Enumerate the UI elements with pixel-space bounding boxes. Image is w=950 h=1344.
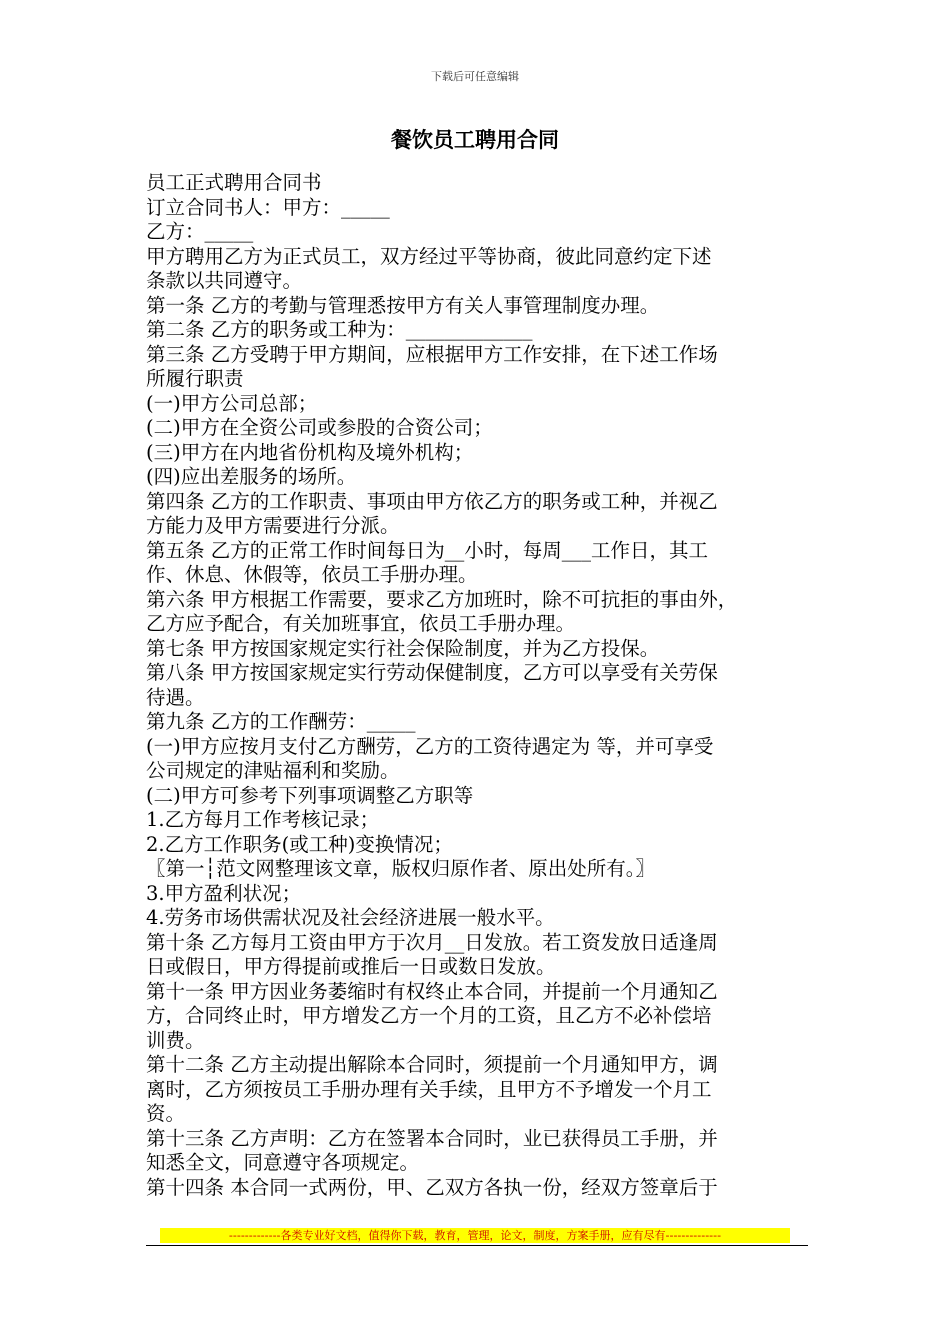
text-line: 日或假日，甲方得提前或推后一日或数日发放。 bbox=[146, 955, 556, 978]
text-line: (一)甲方应按月支付乙方酬劳，乙方的工资待遇定为 等，并可享受 bbox=[146, 734, 714, 758]
text-line: 第六条 甲方根据工作需要，要求乙方加班时，除不可抗拒的事由外， bbox=[146, 587, 738, 611]
text-line: 第十二条 乙方主动提出解除本合同时，须提前一个月通知甲方，调 bbox=[146, 1053, 718, 1076]
text-line: 第十一条 甲方因业务萎缩时有权终止本合同，并提前一个月通知乙 bbox=[146, 979, 718, 1003]
text-line: 2.乙方工作职务(或工种)变换情况； bbox=[146, 832, 453, 856]
text-line: 第四条 乙方的工作职责、事项由甲方依乙方的职务或工种，并视乙 bbox=[146, 489, 718, 513]
text-line: 方，合同终止时，甲方增发乙方一个月的工资，且乙方不必补偿培 bbox=[146, 1004, 712, 1027]
text-line: (四)应出差服务的场所。 bbox=[146, 465, 357, 488]
text-line: 所履行职责 bbox=[146, 367, 244, 390]
text-line: 〖第一┆范文网整理该文章，版权归原作者、原出处所有。〗 bbox=[146, 857, 655, 880]
text-line: 订立合同书人：甲方：_____ bbox=[146, 195, 390, 219]
text-line: 离时，乙方须按员工手册办理有关手续，且甲方不予增发一个月工 bbox=[146, 1077, 712, 1101]
text-line: 第十三条 乙方声明：乙方在签署本合同时，业已获得员工手册，并 bbox=[146, 1126, 718, 1150]
text-line: (一)甲方公司总部； bbox=[146, 391, 318, 415]
text-line: 作、休息、休假等，依员工手册办理。 bbox=[146, 563, 478, 586]
footer-banner: -------------各类专业好文档，值得你下载，教育，管理，论文，制度，方案手册，应有尽有-------------- bbox=[160, 1228, 790, 1243]
text-line: (二)甲方可参考下列事项调整乙方职等 bbox=[146, 783, 474, 807]
text-line: 第一条 乙方的考勤与管理悉按甲方有关人事管理制度办理。 bbox=[146, 293, 660, 317]
footer-divider bbox=[146, 1245, 808, 1246]
text-line: 训费。 bbox=[146, 1028, 205, 1052]
text-line: (三)甲方在内地省份机构及境外机构； bbox=[146, 440, 474, 464]
text-line: 方能力及甲方需要进行分派。 bbox=[146, 514, 400, 537]
text-line: 第三条 乙方受聘于甲方期间，应根据甲方工作安排，在下述工作场 bbox=[146, 342, 718, 366]
header-note: 下载后可任意编辑 bbox=[431, 70, 519, 83]
text-line: 资。 bbox=[146, 1102, 186, 1125]
text-line: 待遇。 bbox=[146, 685, 205, 709]
text-line: 第十条 乙方每月工资由甲方于次月__日发放。若工资发放日适逢周 bbox=[146, 930, 718, 954]
text-line: 第九条 乙方的工作酬劳：_____ bbox=[146, 710, 416, 733]
document-title: 餐饮员工聘用合同 bbox=[391, 128, 559, 152]
text-line: (二)甲方在全资公司或参股的合资公司； bbox=[146, 416, 493, 439]
text-line: 乙方应予配合，有关加班事宜，依员工手册办理。 bbox=[146, 612, 576, 635]
contract-body bbox=[146, 171, 808, 1200]
text-line: 4.劳务市场供需状况及社会经济进展一般水平。 bbox=[146, 906, 555, 929]
text-line: 3.甲方盈利状况； bbox=[146, 881, 302, 905]
text-line: 第十四条 本合同一式两份，甲、乙双方各执一份，经双方签章后于 bbox=[146, 1175, 718, 1199]
text-line: 第八条 甲方按国家规定实行劳动保健制度，乙方可以享受有关劳保 bbox=[146, 661, 718, 684]
text-line: 乙方：_____ bbox=[146, 220, 254, 243]
text-line: 条款以共同遵守。 bbox=[146, 269, 303, 292]
text-line: 第二条 乙方的职务或工种为：_____________ bbox=[146, 318, 533, 341]
text-line: 知悉全文，同意遵守各项规定。 bbox=[146, 1151, 420, 1174]
text-line: 第七条 甲方按国家规定实行社会保险制度，并为乙方投保。 bbox=[146, 636, 660, 660]
text-line: 员工正式聘用合同书 bbox=[146, 171, 322, 194]
text-line: 第五条 乙方的正常工作时间每日为__小时，每周___工作日，其工 bbox=[146, 538, 708, 562]
text-line: 1.乙方每月工作考核记录； bbox=[146, 808, 380, 831]
text-line: 公司规定的津贴福利和奖励。 bbox=[146, 759, 400, 782]
text-line: 甲方聘用乙方为正式员工，双方经过平等协商，彼此同意约定下述 bbox=[146, 244, 712, 268]
